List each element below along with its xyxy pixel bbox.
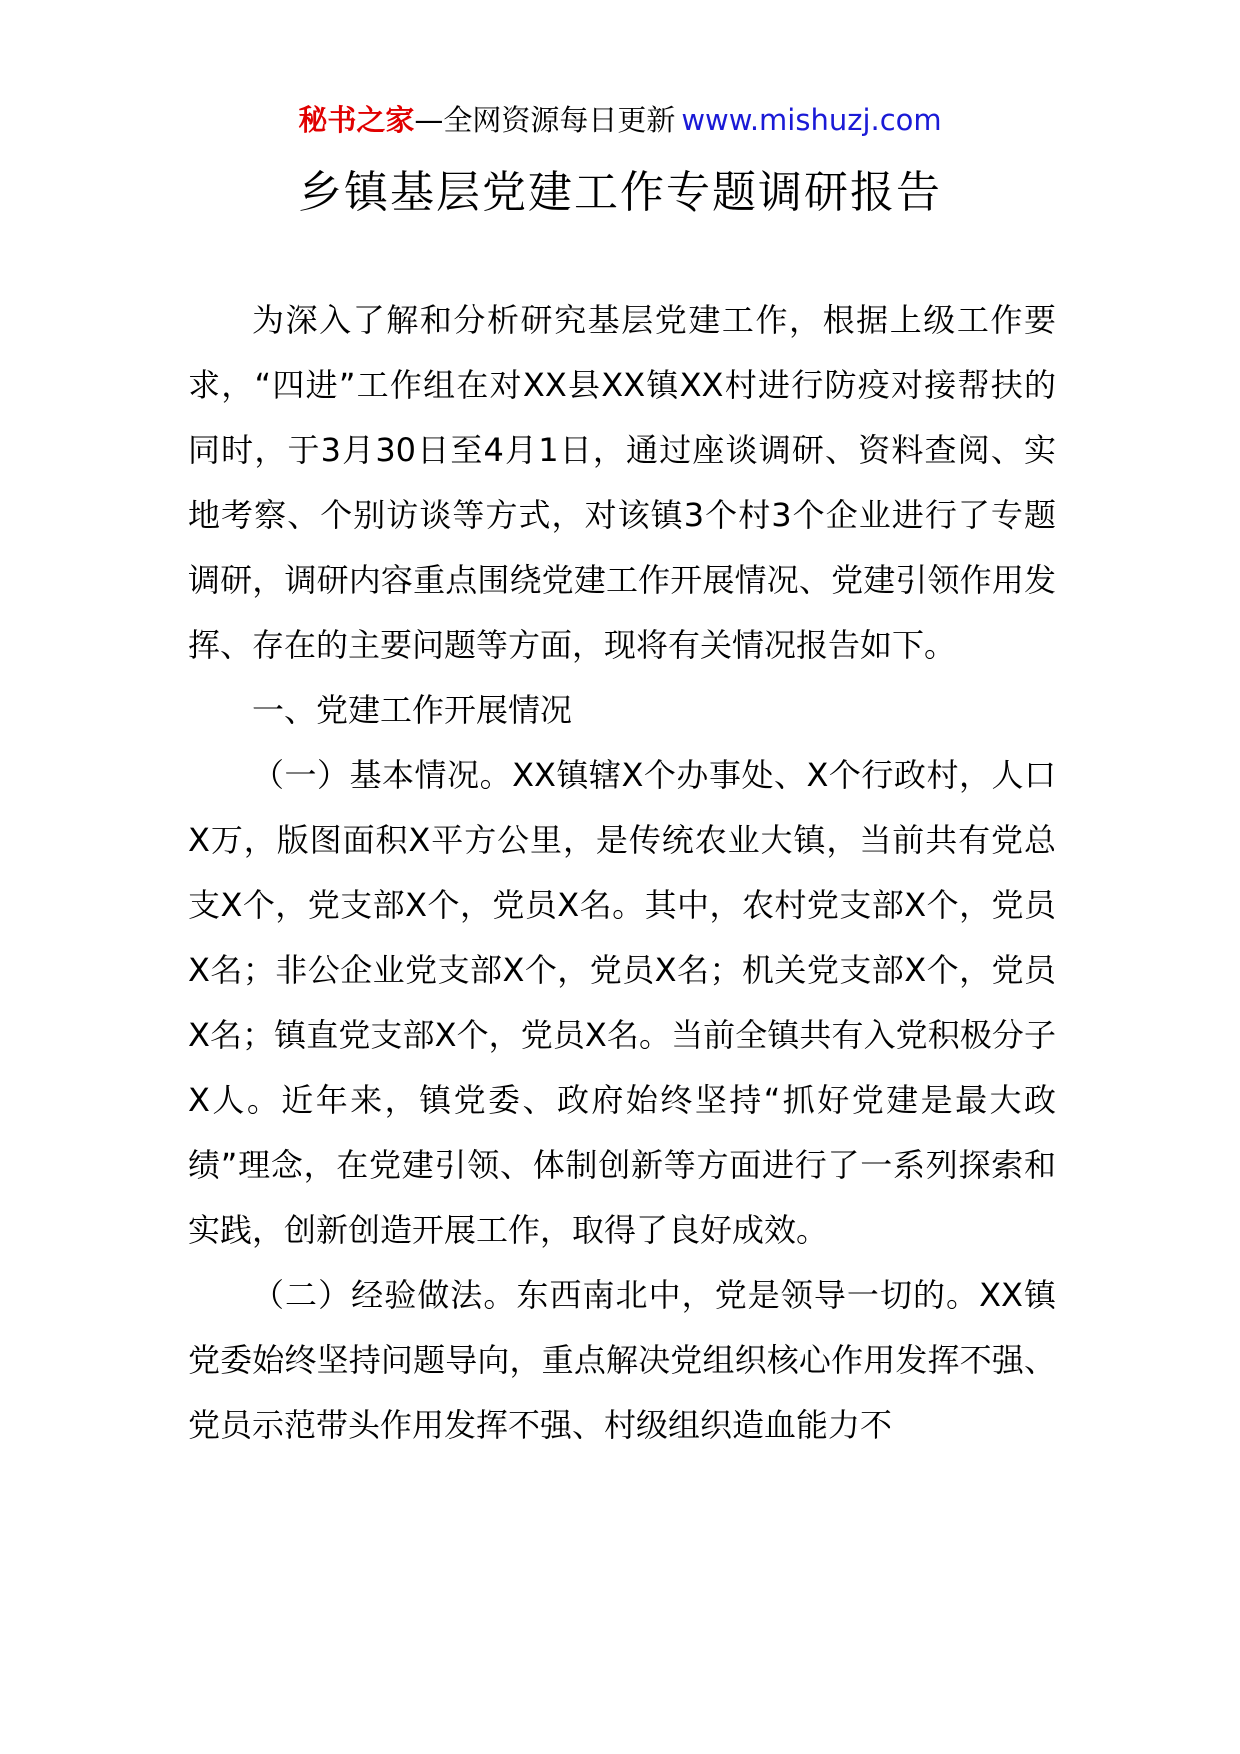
basic-situation-paragraph: （一）基本情况。XX镇辖X个办事处、X个行政村，人口X万，版图面积X平方公里，是传统农业大镇，当前共有党总支X个，党支部X个，党员X名。其中，农村党支部X个，党员X名；非公企业党支部X个，党员X名；机关党支部X个，党员X名；镇直党支部X个，党员X名。当前全镇共有入党积极分子X人。近年来，镇党委、政府始终坚持“抓好党建是最大政绩”理念，在党建引领、体制创新等方面进行了一系列探索和实践，创新创造开展工作，取得了良好成效。: [188, 756, 1056, 1249]
site-slogan: —全网资源每日更新: [414, 103, 676, 137]
section-heading: 一、党建工作开展情况: [252, 691, 573, 729]
site-url-link[interactable]: www.mishuzj.com: [681, 103, 942, 137]
intro-paragraph: 为深入了解和分析研究基层党建工作，根据上级工作要求，“四进”工作组在对XX县XX镇XX村进行防疫对接帮扶的同时，于3月30日至4月1日，通过座谈调研、资料查阅、实地考察、个别访谈等方式，对该镇3个村3个企业进行了专题调研，调研内容重点围绕党建工作开展情况、党建引领作用发挥、存在的主要问题等方面，现将有关情况报告如下。: [188, 301, 1056, 664]
site-header: [0, 100, 1240, 140]
document-title: 乡镇基层党建工作专题调研报告: [298, 167, 942, 218]
experience-paragraph: （二）经验做法。东西南北中，党是领导一切的。XX镇党委始终坚持问题导向，重点解决党组织核心作用发挥不强、党员示范带头作用发挥不强、村级组织造血能力不: [188, 1276, 1056, 1444]
document-body: [188, 288, 1056, 1458]
site-brand: 秘书之家: [298, 103, 415, 137]
